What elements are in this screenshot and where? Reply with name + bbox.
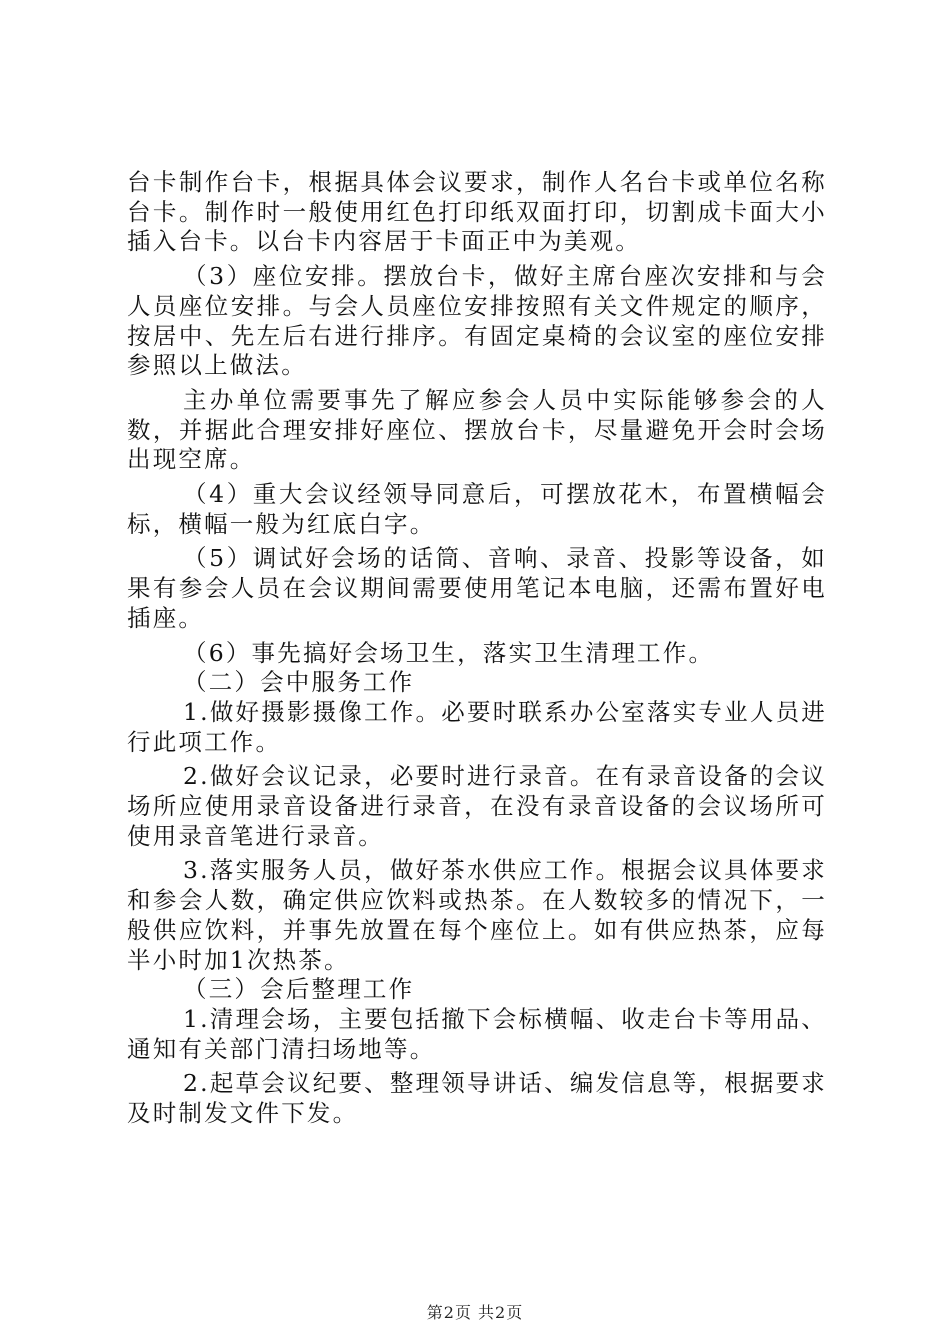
- paragraph-seating: （3）座位安排。摆放台卡，做好主席台座次安排和与会人员座位安排。与会人员座位安排按照有关文件规定的顺序，按居中、先左后右进行排序。有固定桌椅的会议室的座位安排参照以上做法。: [127, 262, 827, 380]
- paragraph-minutes-recording: 2.做好会议记录，必要时进行录音。在有录音设备的会议场所应使用录音设备进行录音，在没有录音设备的会议场所可使用录音笔进行录音。: [127, 762, 827, 850]
- paragraph-host-unit: 主办单位需要事先了解应参会人员中实际能够参会的人数，并据此合理安排好座位、摆放台卡，尽量避免开会时会场出现空席。: [127, 385, 827, 474]
- document-body: [127, 168, 827, 1129]
- paragraph-tea-service: 3.落实服务人员，做好茶水供应工作。根据会议具体要求和参会人数，确定供应饮料或热茶。在人数较多的情况下，一般供应饮料，并事先放置在每个座位上。如有供应热茶，应每半小时加1次热茶。: [127, 856, 827, 974]
- paragraph-hygiene: （6）事先搞好会场卫生，落实卫生清理工作。: [183, 638, 715, 667]
- page-number-footer: 第2页 共2页: [426, 1303, 524, 1322]
- paragraph-flowers-banner: （4）重大会议经领导同意后，可摆放花木，布置横幅会标，横幅一般为红底白字。: [127, 480, 827, 538]
- section-heading-after-meeting: （三）会后整理工作: [183, 975, 415, 1004]
- section-heading-during-meeting: （二）会中服务工作: [183, 668, 415, 697]
- paragraph-equipment: （5）调试好会场的话筒、音响、录音、投影等设备，如果有参会人员在会议期间需要使用笔记本电脑，还需布置好电插座。: [127, 544, 827, 632]
- paragraph-photography: 1.做好摄影摄像工作。必要时联系办公室落实专业人员进行此项工作。: [127, 697, 827, 756]
- paragraph-cleanup: 1.清理会场，主要包括撤下会标横幅、收走台卡等用品、通知有关部门清扫场地等。: [127, 1004, 827, 1063]
- paragraph-table-card: 台卡制作台卡，根据具体会议要求，制作人名台卡或单位名称台卡。制作时一般使用红色打印纸双面打印，切割成卡面大小插入台卡。以台卡内容居于卡面正中为美观。: [127, 168, 827, 256]
- paragraph-summary-docs: 2.起草会议纪要、整理领导讲话、编发信息等，根据要求及时制发文件下发。: [127, 1069, 827, 1128]
